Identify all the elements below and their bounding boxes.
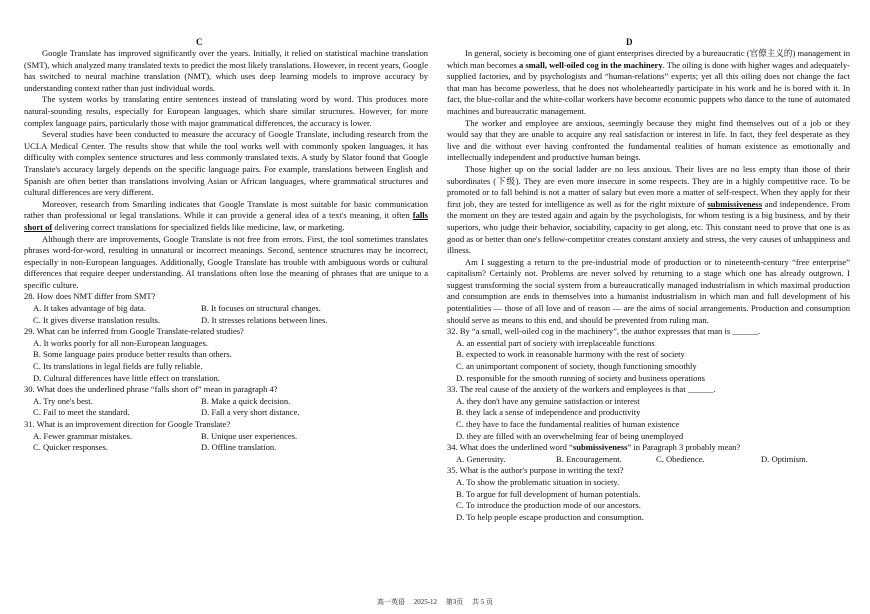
option-33b: B. they lack a sense of independence and productivity (456, 407, 641, 418)
option-28c: C. It gives diverse translation results. (33, 314, 160, 325)
section-d-label: D (626, 37, 633, 47)
passage-c-paragraph-3: Several studies have been conducted to measure the accuracy of Google Translate, including research from the UCLA Medical Center. The results show that while the tool works well with commonly spoken languages, it has difficulty with complex sentence structures and less commonly translated texts. A study by Slator found that Google Translate's accuracy largely depends on the specific language pairs. For example, translations between English and Spanish are often better than translations involving Asian or African languages, where grammatical structures and cultural differences are very different. (24, 129, 428, 198)
question-30-options (24, 396, 428, 419)
passage-c-paragraph-2: The system works by translating entire sentences instead of translating word by word. This produces more natural-sounding results, especially for European languages, which share similar structures. However, for more complex language pairs, particularly those with major grammatical differences, the accuracy is lower. (24, 94, 428, 128)
passage-c-paragraph-5: Although there are improvements, Google Translate is not free from errors. First, the tool sometimes translates phrases word-for-word, resulting in unnatural or incorrect meanings. Second, sentence structures may be incorrect, especially in non-European languages. Additionally, Google Translate has trouble with ambiguous words or cultural differences that require deeper understanding. AI translations often lose the meaning of phrases that are unique to a specific culture. (24, 233, 428, 290)
passage-c-paragraph-4: Moreover, research from Smartling indicates that Google Translate is most suitable for basic communication rather than professional or legal translations. While it can provide a general idea of a text's meaning, it often falls short of delivering correct translations for specialized fields like medicine, law, or marketing. (24, 198, 428, 232)
page-footer: 高一英语 2025-12 第3页 共 5 页 (376, 598, 494, 606)
question-35-stem: 35. What is the author's purpose in writing the text? (447, 465, 624, 476)
underlined-phrase: falls short of (24, 210, 428, 232)
option-29d: D. Cultural differences have little effect on translation. (33, 372, 220, 383)
passage-c-column (24, 36, 428, 454)
option-29b: B. Some language pairs produce better results than others. (33, 349, 232, 360)
question-34-options (447, 454, 850, 466)
option-28d: D. It stresses relations between lines. (201, 314, 328, 325)
option-30b: B. Make a quick decision. (201, 395, 291, 406)
option-28a: A. It takes advantage of big data. (33, 303, 146, 314)
question-30-stem: 30. What does the underlined phrase “falls short of” mean in paragraph 4? (24, 384, 278, 395)
option-34c: C. Obedience. (656, 453, 705, 464)
option-31a: A. Fewer grammar mistakes. (33, 430, 132, 441)
question-32-options (447, 338, 850, 384)
underlined-word: submissiveness (707, 198, 763, 209)
passage-c-paragraph-1: Google Translate has improved significantly over the years. Initially, it relied on statistical machine translation (SMT), which analyzed many translated texts to predict the most likely translations. However, in recent years, Google has switched to neural machine translation (NMT), which uses deep learning models to improve accuracy by understanding context rather than just individual words. (24, 48, 428, 93)
question-28-stem: 28. How does NMT differ from SMT? (24, 291, 156, 302)
option-35c: C. To introduce the production mode of our ancestors. (456, 500, 641, 511)
question-31-options (24, 431, 428, 454)
option-32c: C. an unimportant component of society, though functioning smoothly (456, 361, 697, 372)
option-33c: C. they have to face the fundamental realities of human existence (456, 419, 680, 429)
option-35a: A. To show the problematic situation in society. (456, 476, 620, 487)
passage-d-column (447, 36, 850, 523)
option-30d: D. Fall a very short distance. (201, 407, 300, 418)
option-31b: B. Unique user experiences. (201, 430, 298, 441)
option-28b: B. It focuses on structural changes. (201, 303, 321, 314)
question-29-options (24, 338, 428, 384)
passage-d-paragraph-1: In general, society is becoming one of giant enterprises directed by a bureaucratic (官僚主义的) management in which man becomes a small, well-oiled cog in the machinery. The oiling is done with higher wages and adequately-supplied factories, and by psychologists and “human-relations” experts; yet all this oiling does not change the fact that man has become powerless, that he does not wholeheartedly participate in his work and he is bored with it. In fact, the blue-collar and the white-collar workers have become economic puppets who dance to the tune of automated machines and bureaucratic management. (447, 48, 850, 116)
option-32d: D. responsible for the smooth running of society and business operations (456, 372, 706, 383)
question-34-stem: 34. What does the underlined word “submissiveness” in Paragraph 3 probably mean? (447, 442, 741, 453)
option-34d: D. Optimism. (761, 453, 808, 464)
question-33-stem: 33. The real cause of the anxiety of the workers and employees is that ______. (447, 384, 716, 395)
question-34-keyword: submissiveness (572, 442, 628, 453)
option-30c: C. Fail to meet the standard. (33, 407, 130, 418)
question-28-options (24, 303, 428, 326)
option-34b: B. Encouragement. (556, 453, 622, 464)
passage-d-paragraph-2: The worker and employee are anxious, seemingly because they might find themselves out of a job or they would say that they are unable to acquire any real satisfaction or interest in life. In fact, they feel desperate as they live and die without ever having confronted the fundamental realities of human existence as emotionally and intellectually independent and productive human beings. (447, 117, 850, 163)
question-32-stem: 32. By “a small, well-oiled cog in the machinery”, the author expresses that man is ______. (447, 326, 761, 337)
option-29c: C. Its translations in legal fields are fully reliable. (33, 361, 203, 372)
passage-d-paragraph-3: Those higher up on the social ladder are no less anxious. Their lives are no less empty than those of their subordinates (下级). They are even more insecure in some respects. They are in a highly competitive race. To be promoted or to fall behind is not a matter of salary but even more a matter of self-respect. When they apply for their first job, they are tested for intelligence as well as for the right mixture of submissiveness and independence. From the moment on they are tested again and again by the psychologists, for whom testing is a big business, and by their superiors, who judge their behavior, sociability, capacity to get along, etc. This constant need to prove that one is as good as or better than one's fellow-competitor creates constant anxiety and stress, the very causes of unhappiness and illness. (447, 163, 850, 256)
option-35d: D. To help people escape production and consumption. (456, 511, 644, 522)
question-35-options (447, 477, 850, 523)
option-31c: C. Quicker responses. (33, 442, 109, 453)
option-33d: D. they are filled with an overwhelming fear of being unemployed (456, 430, 684, 441)
option-35b: B. To argue for full development of human potentials. (456, 488, 641, 499)
option-32b: B. expected to work in reasonable harmony with the rest of society (456, 349, 685, 360)
option-30a: A. Try one's best. (33, 395, 93, 406)
bold-phrase: a small, well-oiled cog in the machinery (518, 59, 663, 70)
question-31-stem: 31. What is an improvement direction for Google Translate? (24, 419, 231, 429)
option-33a: A. they don't have any genuine satisfaction or interest (456, 395, 640, 406)
option-34a: A. Generosity. (456, 453, 506, 464)
section-c-label: C (196, 37, 203, 47)
question-29-stem: 29. What can be inferred from Google Translate-related studies? (24, 326, 244, 337)
option-29a: A. It works poorly for all non-European languages. (33, 337, 208, 348)
passage-d-paragraph-4: Am I suggesting a return to the pre-industrial mode of production or to nineteenth-century “free enterprise” capitalism? Certainly not. Problems are never solved by returning to a stage which one has already outgrown. I suggest transforming the social system from a bureaucratically managed industrialism in which maximal production and consumption are ends in themselves into a humanist industrialism in which man and full development of his potentialities — those of all love and of reason — are the aims of social arrangements. Production and consumption should serve as means to this end, and should be prevented from ruling man. (447, 256, 850, 325)
option-32a: A. an essential part of society with irreplaceable functions (456, 337, 655, 348)
question-33-options (447, 396, 850, 442)
option-31d: D. Offline translation. (201, 442, 277, 453)
